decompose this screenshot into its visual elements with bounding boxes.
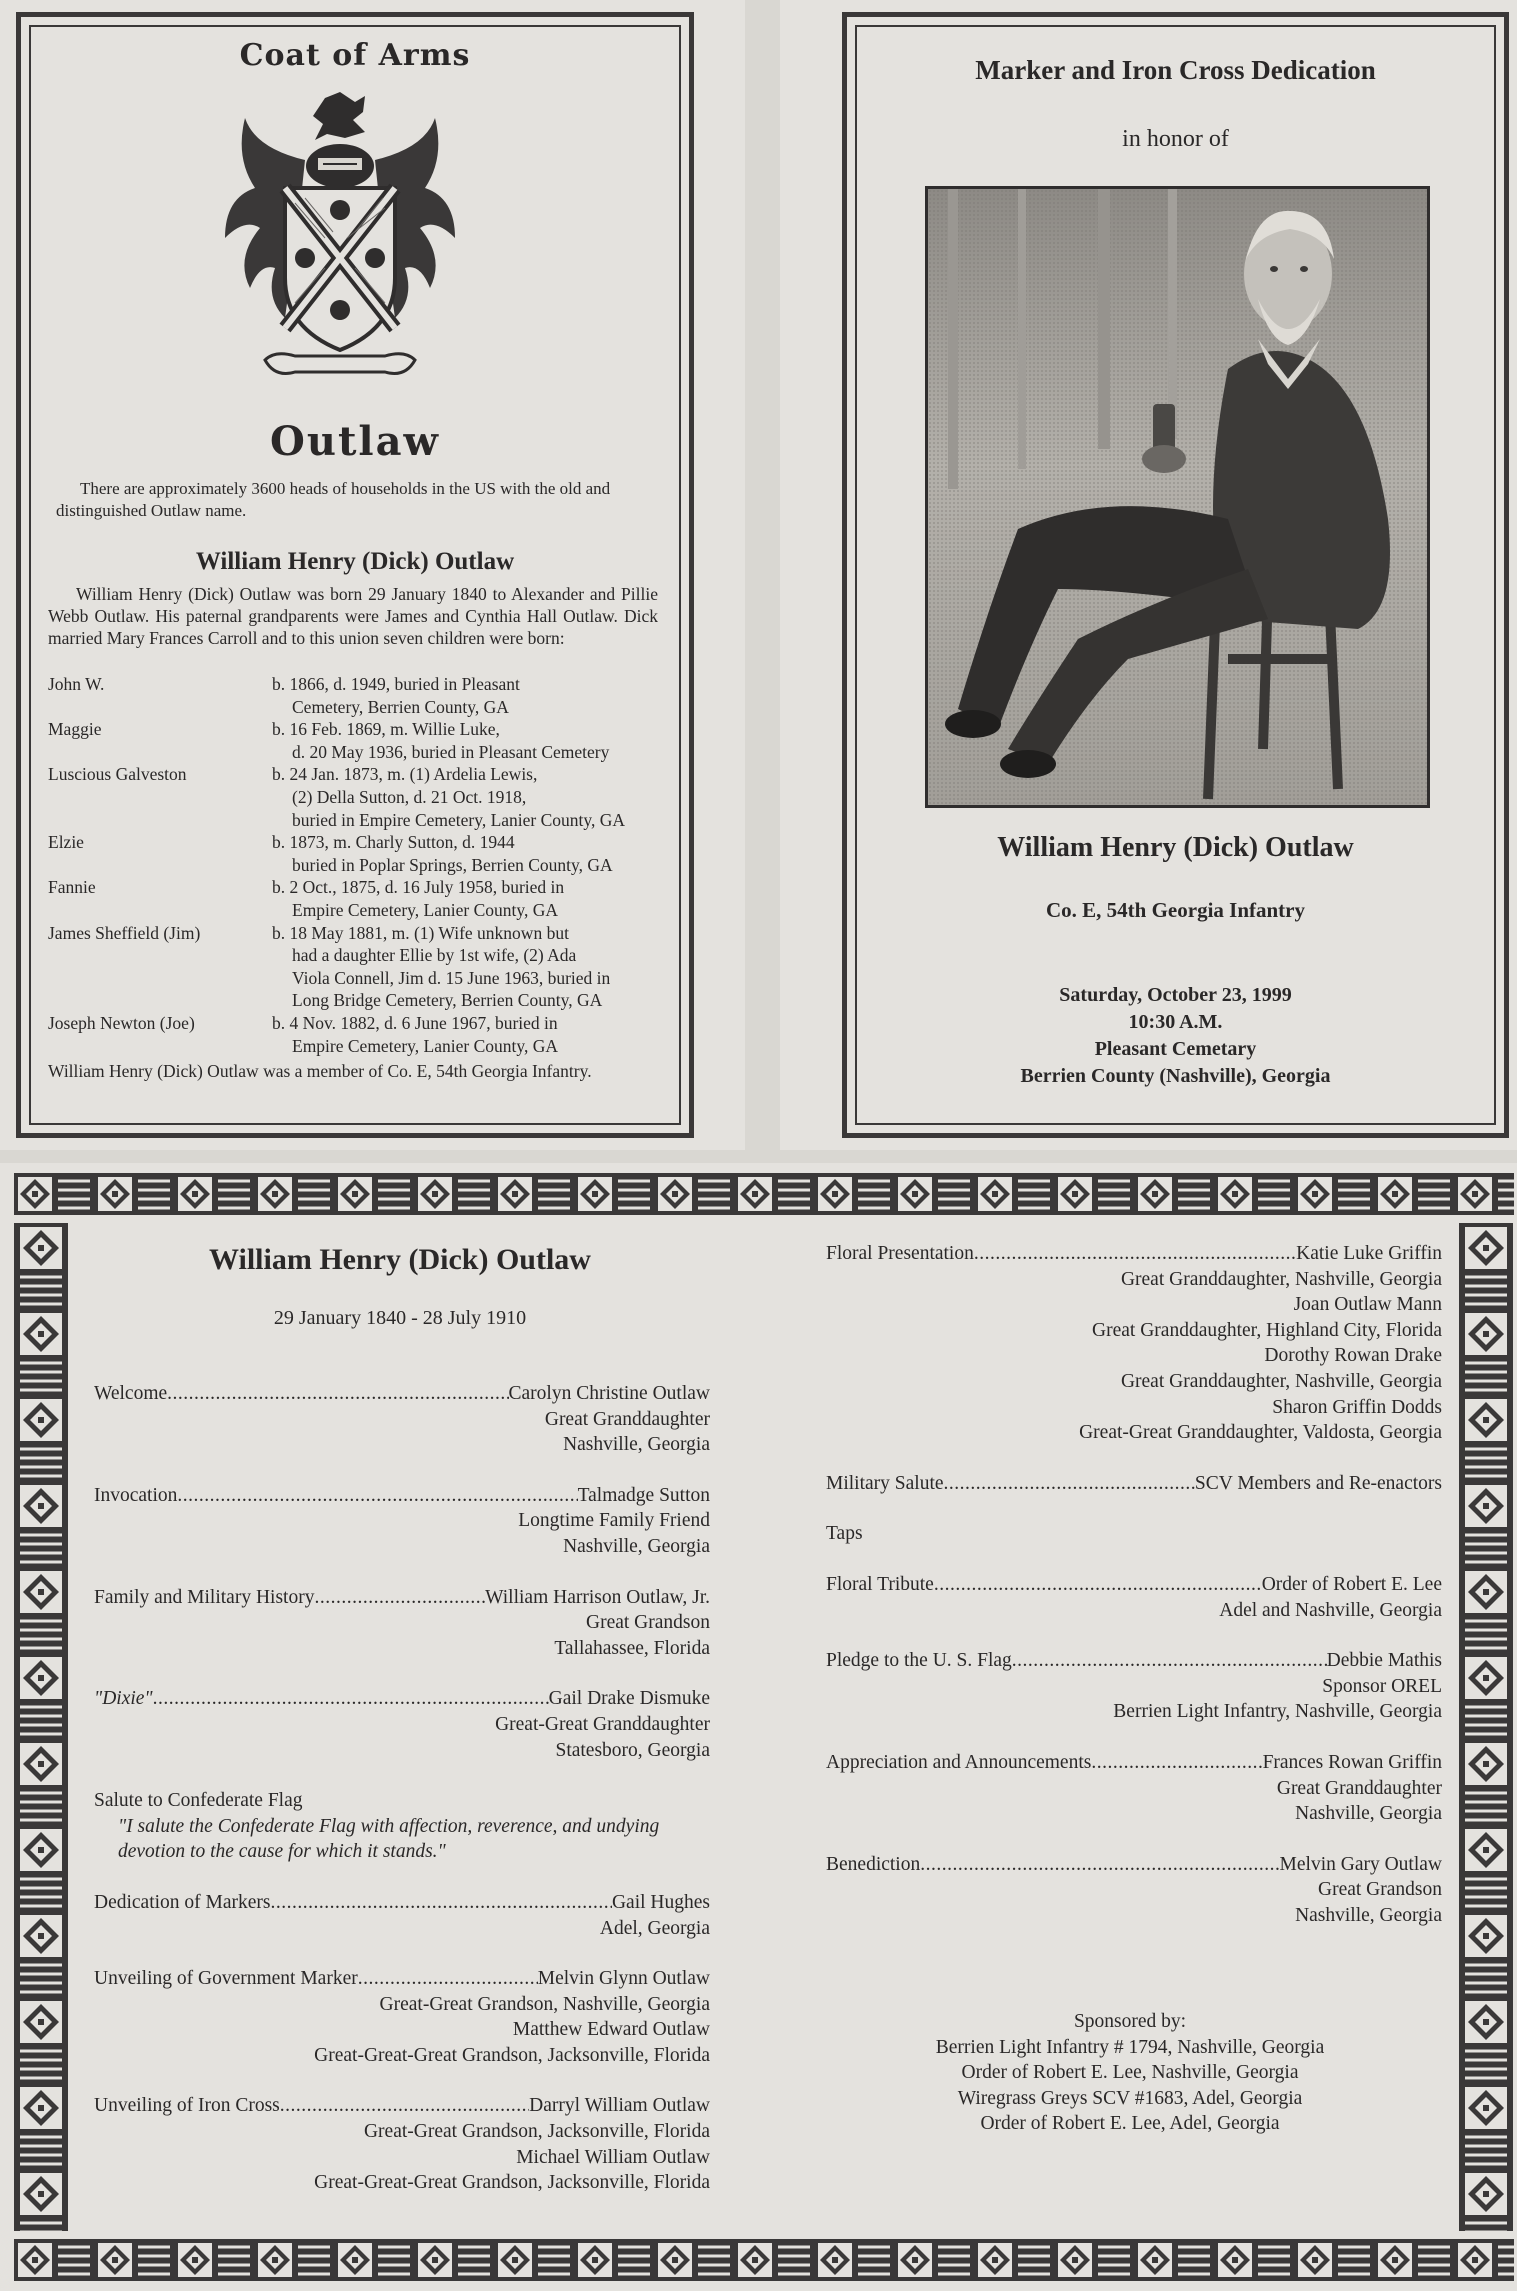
child-detail-line: Empire Cemetery, Lanier County, GA (292, 899, 558, 920)
item-detail: Great-Great Granddaughter (495, 1713, 710, 1735)
child-detail-line: Empire Cemetery, Lanier County, GA (292, 1035, 558, 1056)
sponsor-line: Order of Robert E. Lee, Adel, Georgia (980, 2113, 1280, 2135)
child-detail-line: b. 1873, m. Charly Sutton, d. 1944 (272, 832, 515, 853)
item-person: Debbie Mathis (1326, 1650, 1442, 1672)
event-time: 10:30 A.M. (1128, 1011, 1223, 1033)
item-detail: Dorothy Rowan Drake (1264, 1345, 1442, 1367)
event-date: Saturday, October 23, 1999 (1059, 984, 1292, 1006)
item-detail: Great-Great-Great Grandson, Jacksonville, Florida (314, 2172, 710, 2194)
item-label: Pledge to the U. S. Flag (826, 1650, 1012, 1672)
program-left-column (94, 1381, 710, 2221)
item-detail: Great-Great Grandson, Jacksonville, Florida (363, 2121, 710, 2143)
bio-heading: William Henry (Dick) Outlaw (195, 548, 515, 575)
child-details (272, 1012, 660, 1057)
quilt-border-icon (14, 2239, 1514, 2281)
list-item (48, 922, 660, 1012)
coat-title: Coat of Arms (239, 38, 471, 73)
leader-dots (167, 1381, 508, 1407)
item-label: Dedication of Markers (94, 1891, 271, 1913)
child-detail-line: (2) Della Sutton, d. 21 Oct. 1918, (292, 786, 527, 807)
child-name: Joseph Newton (Joe) (48, 1012, 195, 1033)
item-detail: Nashville, Georgia (563, 1535, 710, 1557)
item-person: SCV Members and Re-enactors (1194, 1472, 1442, 1494)
item-detail: Michael William Outlaw (516, 2146, 710, 2168)
child-name: Maggie (48, 719, 102, 740)
cover-panel (780, 0, 1517, 1150)
seated-man-image (928, 189, 1427, 805)
list-item (48, 763, 660, 831)
item-detail: Adel, Georgia (599, 1917, 710, 1939)
salute-quote: "I salute the Confederate Flag with affection, reverence, and undying devotion to the cause for which it stands." (118, 1815, 660, 1863)
child-name: James Sheffield (Jim) (48, 922, 201, 943)
bio-text: William Henry (Dick) Outlaw was born 29 January 1840 to Alexander and Pillie Webb Outlaw. His paternal grandparents were James and Cynthia Hall Outlaw. Dick married Mary Frances Carroll and to this union seven children were born: (48, 584, 658, 648)
child-detail-line: buried in Empire Cemetery, Lanier County, GA (292, 809, 626, 830)
program-item-iron-cross (94, 2093, 710, 2195)
item-person: Melvin Gary Outlaw (1279, 1853, 1442, 1875)
program-item-military-salute (826, 1471, 1442, 1497)
child-detail-line: b. 16 Feb. 1869, m. Willie Luke, (272, 719, 500, 740)
item-detail: Great Granddaughter, Nashville, Georgia (1120, 1370, 1442, 1392)
item-label: Unveiling of Iron Cross (94, 2095, 280, 2117)
list-item (48, 831, 660, 876)
program-item-taps (826, 1521, 1442, 1547)
item-person: Talmadge Sutton (577, 1484, 710, 1506)
quilt-border-icon (1459, 1223, 1513, 2231)
child-detail-line: had a daughter Ellie by 1st wife, (2) Ada (292, 945, 577, 966)
item-label: Floral Presentation (826, 1243, 974, 1264)
item-person: Darryl William Outlaw (529, 2095, 710, 2117)
child-detail-line: b. 24 Jan. 1873, m. (1) Ardelia Lewis, (272, 764, 538, 785)
item-detail: Great Grandson (586, 1612, 710, 1634)
honoree-name: William Henry (Dick) Outlaw (997, 832, 1354, 863)
child-detail-line: b. 4 Nov. 1882, d. 6 June 1967, buried in (272, 1012, 558, 1033)
child-details (272, 831, 660, 876)
item-detail: Joan Outlaw Mann (1293, 1294, 1442, 1316)
item-detail: Great Granddaughter (544, 1408, 710, 1430)
child-detail-line: Viola Connell, Jim d. 15 June 1963, buried in (292, 967, 611, 988)
leader-dots (280, 2093, 529, 2119)
leader-dots (944, 1471, 1195, 1497)
child-detail-line: b. 2 Oct., 1875, d. 16 July 1958, buried in (272, 877, 565, 898)
item-label: Welcome (94, 1383, 168, 1404)
leader-dots (1012, 1648, 1327, 1674)
program-item-welcome (94, 1381, 710, 1458)
item-detail: Adel and Nashville, Georgia (1219, 1599, 1442, 1621)
program-item-history (94, 1585, 710, 1662)
item-person: William Harrison Outlaw, Jr. (485, 1586, 710, 1608)
sponsor-line: Order of Robert E. Lee, Nashville, Georgia (961, 2062, 1299, 2084)
program-item-floral-presentation (826, 1241, 1442, 1446)
coat-of-arms-icon (215, 88, 465, 408)
item-detail: Great Granddaughter (1276, 1777, 1442, 1799)
item-detail: Statesboro, Georgia (555, 1739, 710, 1761)
quilt-border-icon (14, 1223, 68, 2231)
item-detail: Nashville, Georgia (1295, 1803, 1442, 1825)
child-detail-line: b. 1866, d. 1949, buried in Pleasant (272, 674, 520, 694)
child-detail-line: Cemetery, Berrien County, GA (292, 696, 509, 717)
item-detail: Great-Great Grandson, Nashville, Georgia (379, 1993, 710, 2015)
list-item (48, 876, 660, 921)
item-detail: Tallahassee, Florida (554, 1637, 710, 1659)
item-label: Unveiling of Government Marker (94, 1968, 358, 1990)
item-detail: Great Granddaughter, Nashville, Georgia (1120, 1268, 1442, 1290)
sponsor-line: Wiregrass Greys SCV #1683, Adel, Georgia (957, 2087, 1303, 2109)
item-label: Military Salute (826, 1472, 944, 1494)
quilt-border-icon (14, 1173, 1514, 1215)
leader-dots (920, 1852, 1279, 1878)
child-name: John W. (48, 674, 105, 694)
children-list (48, 673, 660, 1057)
leader-dots (934, 1572, 1262, 1598)
program-sheet (0, 1163, 1517, 2291)
item-person: Carolyn Christine Outlaw (508, 1383, 710, 1404)
program-dates: 29 January 1840 - 28 July 1910 (273, 1307, 527, 1329)
item-label: "Dixie" (94, 1688, 153, 1710)
portrait-photo (925, 186, 1430, 808)
item-person: Katie Luke Griffin (1296, 1243, 1442, 1264)
surname-title: Outlaw (270, 418, 440, 465)
item-detail: Nashville, Georgia (563, 1434, 710, 1456)
item-label: Floral Tribute (826, 1573, 934, 1595)
leader-dots (974, 1241, 1296, 1267)
item-detail: Sponsor OREL (1322, 1675, 1442, 1697)
child-detail-line: Long Bridge Cemetery, Berrien County, GA (292, 990, 603, 1011)
list-item (48, 673, 660, 718)
list-item (48, 1012, 660, 1057)
in-honor-of: in honor of (1122, 126, 1229, 152)
leader-dots (314, 1585, 485, 1611)
program-item-benediction (826, 1852, 1442, 1929)
item-label: Appreciation and Announcements (826, 1751, 1092, 1773)
sponsors (830, 2009, 1430, 2137)
item-person: Melvin Glynn Outlaw (537, 1968, 710, 1990)
list-item (48, 718, 660, 763)
leader-dots (1091, 1750, 1262, 1776)
item-label: Family and Military History (94, 1586, 315, 1608)
child-details (272, 673, 660, 718)
child-detail-line: buried in Poplar Springs, Berrien County, GA (292, 854, 613, 875)
item-detail: Nashville, Georgia (1295, 1904, 1442, 1926)
dedication-title: Marker and Iron Cross Dedication (975, 55, 1376, 85)
item-label: Benediction (826, 1853, 921, 1875)
event-details (855, 982, 1496, 1090)
unit-name: Co. E, 54th Georgia Infantry (1046, 898, 1305, 922)
sponsors-heading: Sponsored by: (1073, 2011, 1187, 2032)
program-item-dedication (94, 1890, 710, 1941)
item-label: Invocation (94, 1484, 178, 1506)
program-item-floral-tribute (826, 1572, 1442, 1623)
item-detail: Great Granddaughter, Highland City, Florida (1092, 1319, 1442, 1341)
child-name: Fannie (48, 877, 96, 898)
item-detail: Great Grandson (1318, 1879, 1442, 1901)
child-detail-line: b. 18 May 1881, m. (1) Wife unknown but (272, 922, 569, 943)
coat-of-arms-panel (0, 0, 745, 1150)
child-detail-line: d. 20 May 1936, buried in Pleasant Cemetery (292, 741, 610, 762)
item-person: Order of Robert E. Lee (1261, 1573, 1442, 1595)
child-details (272, 876, 660, 921)
program-right-column (826, 1241, 1442, 1953)
item-detail: Great-Great Granddaughter, Valdosta, Georgia (1079, 1422, 1442, 1444)
item-person: Gail Hughes (611, 1891, 710, 1913)
member-note: William Henry (Dick) Outlaw was a member of Co. E, 54th Georgia Infantry. (48, 1061, 592, 1081)
item-label: Taps (826, 1523, 863, 1545)
child-name: Elzie (48, 832, 84, 853)
item-detail: Sharon Griffin Dodds (1272, 1396, 1442, 1418)
item-detail: Matthew Edward Outlaw (512, 2019, 710, 2041)
event-county: Berrien County (Nashville), Georgia (1020, 1065, 1331, 1087)
child-details (272, 763, 660, 831)
program-item-gov-marker (94, 1966, 710, 2068)
program-item-appreciation (826, 1750, 1442, 1827)
item-person: Frances Rowan Griffin (1262, 1751, 1442, 1773)
item-detail: Longtime Family Friend (518, 1510, 710, 1532)
item-detail: Berrien Light Infantry, Nashville, Georgia (1113, 1701, 1442, 1723)
program-title: William Henry (Dick) Outlaw (209, 1243, 591, 1276)
program-item-salute (94, 1788, 710, 1865)
leader-dots (358, 1966, 538, 1992)
program-item-dixie (94, 1686, 710, 1763)
child-details (272, 922, 660, 1012)
leader-dots (177, 1483, 577, 1509)
leader-dots (271, 1890, 612, 1916)
leader-dots (153, 1686, 549, 1712)
item-detail: Great-Great-Great Grandson, Jacksonville, Florida (314, 2044, 710, 2066)
item-label: Salute to Confederate Flag (94, 1790, 303, 1812)
sponsor-line: Berrien Light Infantry # 1794, Nashville, Georgia (935, 2036, 1325, 2058)
households-note: There are approximately 3600 heads of households in the US with the old and distinguished Outlaw name. (56, 479, 611, 520)
child-details (272, 718, 660, 763)
item-person: Gail Drake Dismuke (548, 1688, 710, 1710)
event-place: Pleasant Cemetary (1094, 1038, 1257, 1060)
program-item-invocation (94, 1483, 710, 1560)
child-name: Luscious Galveston (48, 764, 187, 785)
program-item-pledge (826, 1648, 1442, 1725)
